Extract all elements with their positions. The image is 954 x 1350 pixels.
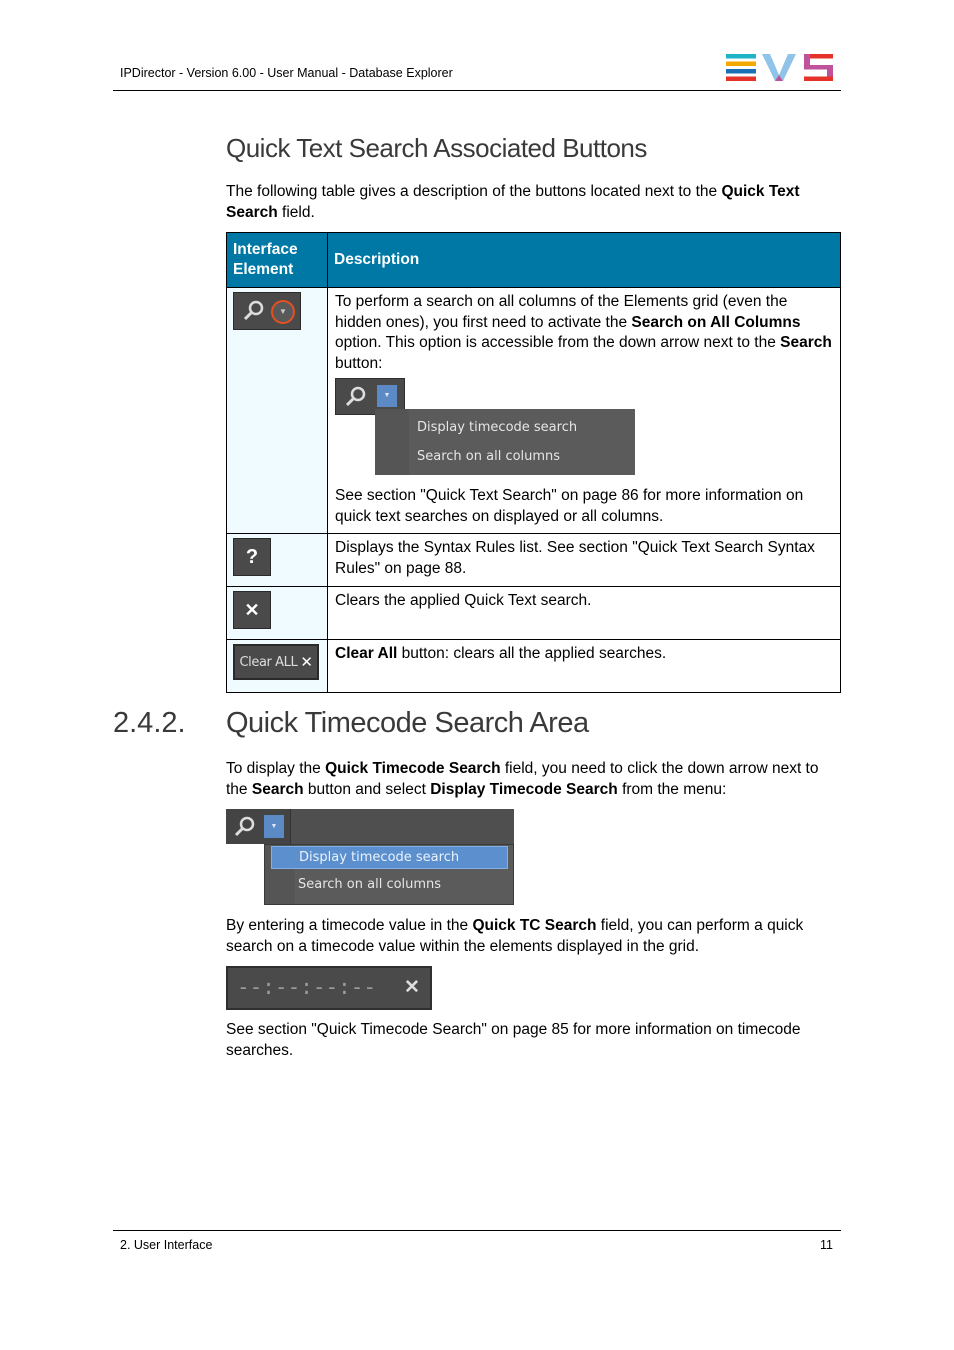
search-icon <box>344 385 368 409</box>
menu-item-search-on-all-columns[interactable]: Search on all columns <box>417 449 561 464</box>
col-interface-element: Interface Element <box>227 233 328 288</box>
row3-description: Clears the applied Quick Text search. <box>328 587 841 640</box>
running-header: IPDirector - Version 6.00 - User Manual - Database Explorer <box>120 66 453 80</box>
row1-paragraph: To perform a search on all columns of the Elements grid (even the hidden ones), you first need to activate the Search on All Columns option. This option is accessible from the down arrow next to the Search button: <box>335 293 832 372</box>
col-description: Description <box>328 233 841 288</box>
quick-tc-search-field[interactable] <box>226 966 432 1010</box>
help-icon: ? <box>245 545 259 568</box>
page-number: 11 <box>820 1238 833 1252</box>
section-number: 2.4.2. <box>113 707 186 739</box>
dropdown-arrow-icon: ▼ <box>377 385 397 407</box>
menu-item-display-timecode-search[interactable]: Display timecode search <box>417 420 578 435</box>
row1-see-section: See section "Quick Text Search" on page 86 for more information on quick text searches on displayed or all columns. <box>335 487 804 525</box>
section-heading-associated-buttons: Quick Text Search Associated Buttons <box>226 133 647 163</box>
row4-description: Clear All button: clears all the applied searches. <box>328 640 841 693</box>
section-heading-timecode: Quick Timecode Search Area <box>226 707 589 739</box>
syntax-rules-button <box>233 538 271 576</box>
table-row <box>227 640 841 693</box>
search-dropdown-menu <box>264 844 514 905</box>
clear-all-button: Clear ALL ✕ <box>233 644 319 680</box>
chevron-down-icon: ▼ <box>271 300 295 324</box>
header-rule <box>113 90 841 91</box>
search-dropdown-menu <box>375 409 635 475</box>
dropdown-arrow-icon: ▼ <box>264 815 284 838</box>
timecode-see-section: See section "Quick Timecode Search" on page 85 for more information on timecode searches. <box>226 1021 801 1059</box>
timecode-intro-paragraph: To display the Quick Timecode Search field, you need to click the down arrow next to the Search button and select Display Timecode Search from the menu: <box>226 760 819 798</box>
buttons-table <box>226 232 841 693</box>
search-menu-screenshot <box>335 378 635 478</box>
menu-item-display-timecode-search[interactable]: Display timecode search <box>271 846 508 869</box>
intro-paragraph: The following table gives a description of the buttons located next to the Quick Text Search field. <box>226 183 800 221</box>
table-row <box>227 288 841 534</box>
footer-rule <box>113 1230 841 1231</box>
timecode-input[interactable]: --:--:--:-- <box>237 975 377 999</box>
row2-description: Displays the Syntax Rules list. See section "Quick Text Search Syntax Rules" on page 88. <box>328 534 841 587</box>
clear-search-button <box>233 591 271 629</box>
evs-logo <box>726 54 834 82</box>
search-icon <box>233 815 257 839</box>
table-row <box>227 587 841 640</box>
search-button <box>226 809 291 844</box>
timecode-menu-screenshot <box>226 809 514 905</box>
close-icon: ✕ <box>300 653 313 671</box>
search-icon <box>242 299 266 323</box>
timecode-entry-paragraph: By entering a timecode value in the Quick TC Search field, you can perform a quick search on a timecode value within the elements displayed in the grid. <box>226 917 804 955</box>
table-header-row <box>227 233 841 288</box>
footer-chapter: 2. User Interface <box>120 1238 213 1252</box>
close-icon: ✕ <box>244 599 260 620</box>
search-button-with-arrow <box>233 292 301 330</box>
close-icon[interactable]: ✕ <box>404 977 420 998</box>
menu-item-search-on-all-columns[interactable]: Search on all columns <box>298 877 442 892</box>
table-row <box>227 534 841 587</box>
